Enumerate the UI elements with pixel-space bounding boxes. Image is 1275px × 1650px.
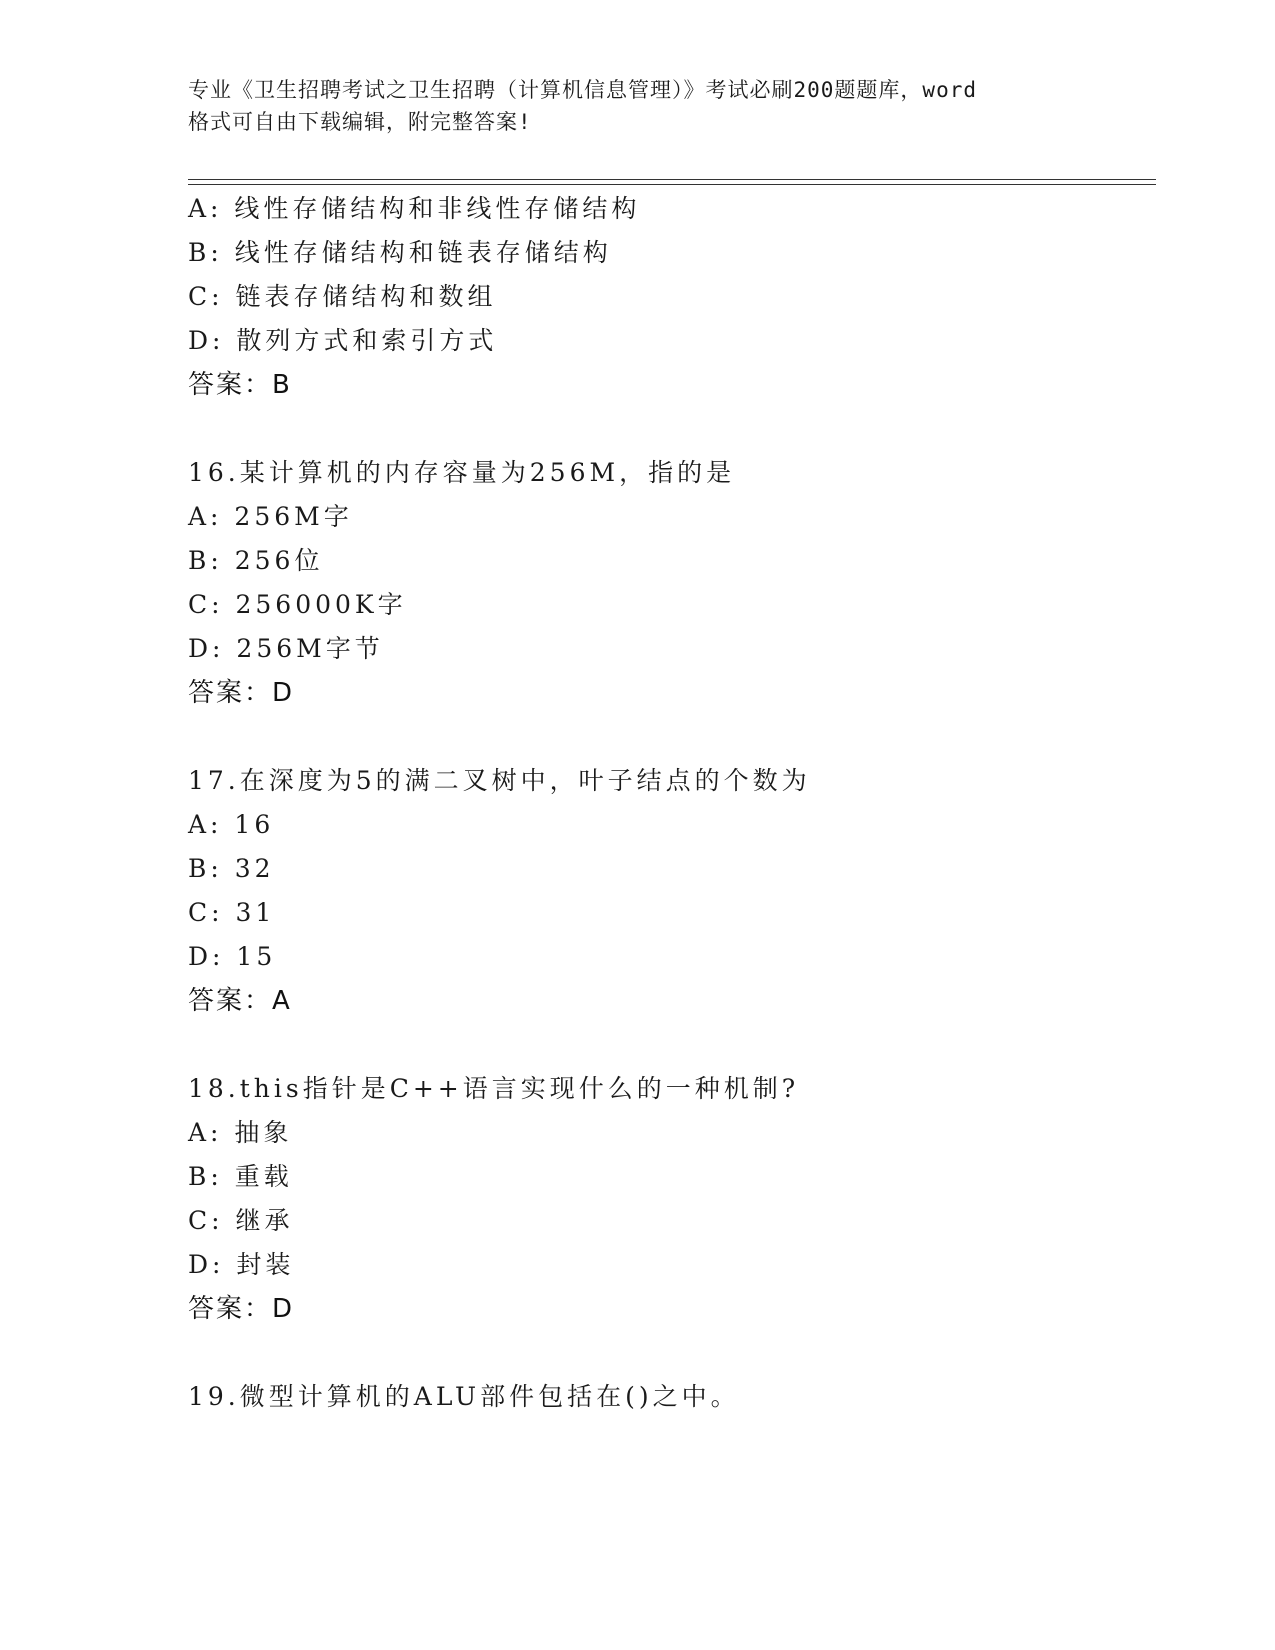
q16-answer: 答案：D: [188, 678, 295, 708]
q18-question: 18.this指针是C++语言实现什么的一种机制?: [188, 1074, 800, 1103]
q16-option-a: A: 256M字: [188, 502, 353, 531]
header-divider-bottom: [188, 184, 1156, 185]
header-divider-top: [188, 179, 1156, 180]
q15-option-c: C: 链表存储结构和数组: [188, 282, 497, 311]
q17-option-c: C: 31: [188, 898, 276, 927]
q15-answer: 答案：B: [188, 370, 292, 400]
q19-question: 19.微型计算机的ALU部件包括在()之中。: [188, 1382, 740, 1411]
q16-question: 16.某计算机的内存容量为256M，指的是: [188, 458, 736, 487]
q17-question: 17.在深度为5的满二叉树中，叶子结点的个数为: [188, 766, 811, 795]
header-line-2: 格式可自由下载编辑，附完整答案!: [188, 110, 532, 134]
q15-option-a: A: 线性存储结构和非线性存储结构: [188, 194, 641, 223]
q17-option-b: B: 32: [188, 854, 275, 883]
q16-option-c: C: 256000K字: [188, 590, 407, 619]
q16-option-d: D: 256M字节: [188, 634, 384, 663]
q17-option-a: A: 16: [188, 810, 275, 839]
document-header: [188, 74, 1088, 138]
q18-option-c: C: 继承: [188, 1206, 294, 1235]
q18-option-a: A: 抽象: [188, 1118, 293, 1147]
q15-option-b: B: 线性存储结构和链表存储结构: [188, 238, 612, 267]
q18-option-d: D: 封装: [188, 1250, 295, 1279]
q18-option-b: B: 重载: [188, 1162, 293, 1191]
q18-answer: 答案：D: [188, 1294, 295, 1324]
q16-option-b: B: 256位: [188, 546, 324, 575]
q17-answer: 答案：A: [188, 986, 292, 1016]
q17-option-d: D: 15: [188, 942, 277, 971]
q15-option-d: D: 散列方式和索引方式: [188, 326, 498, 355]
header-line-1: 专业《卫生招聘考试之卫生招聘（计算机信息管理）》考试必刷200题题库，word: [188, 78, 977, 102]
